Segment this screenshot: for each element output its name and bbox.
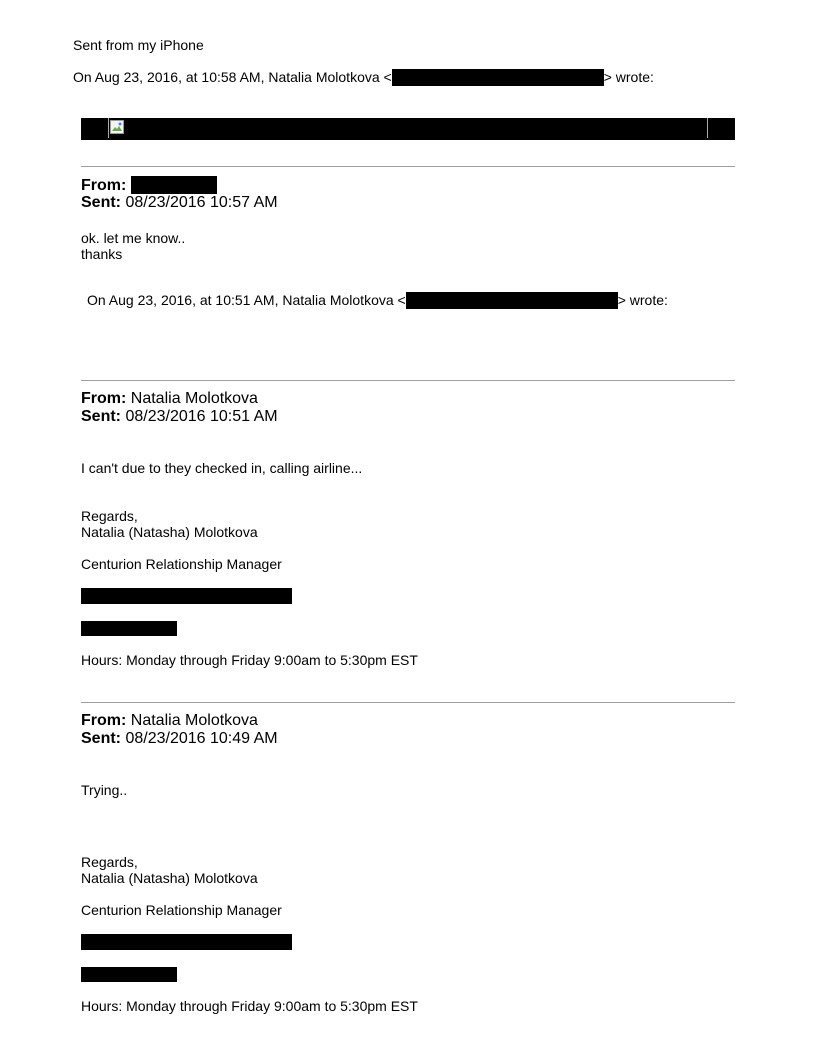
msg1-body-line1: ok. let me know.. bbox=[81, 230, 186, 246]
redacted-phone-line bbox=[81, 967, 177, 982]
broken-image-icon bbox=[110, 120, 124, 134]
redacted-contact-line bbox=[81, 588, 292, 604]
divider bbox=[81, 166, 735, 167]
redacted-sender bbox=[131, 176, 217, 194]
quote-header-prefix: On Aug 23, 2016, at 10:58 AM, Natalia Molotkova < bbox=[73, 69, 392, 85]
msg1-from-line bbox=[81, 176, 217, 195]
quote-header bbox=[73, 69, 654, 86]
redacted-phone-line bbox=[81, 621, 177, 636]
from-value: Natalia Molotkova bbox=[130, 712, 258, 729]
sent-label: Sent: bbox=[81, 730, 121, 747]
sent-from-line: Sent from my iPhone bbox=[73, 37, 204, 53]
quote-header-suffix: > wrote: bbox=[617, 292, 668, 308]
msg1-sent-line bbox=[81, 194, 278, 212]
redacted-contact-line bbox=[81, 934, 292, 950]
from-label: From: bbox=[81, 390, 127, 407]
from-label: From: bbox=[81, 177, 127, 194]
msg1-quote-header bbox=[87, 292, 668, 309]
msg2-body: I can't due to they checked in, calling airline... bbox=[81, 460, 363, 476]
redacted-email bbox=[406, 292, 618, 309]
sent-value: 08/23/2016 10:49 AM bbox=[125, 730, 278, 747]
sent-label: Sent: bbox=[81, 408, 121, 425]
msg2-from-line bbox=[81, 390, 258, 408]
msg3-signature-title: Centurion Relationship Manager bbox=[81, 902, 282, 918]
from-value: Natalia Molotkova bbox=[130, 390, 258, 407]
msg2-hours: Hours: Monday through Friday 9:00am to 5:30pm EST bbox=[81, 652, 418, 668]
msg2-sent-line bbox=[81, 408, 278, 426]
msg3-from-line bbox=[81, 712, 258, 730]
sent-value: 08/23/2016 10:57 AM bbox=[125, 194, 278, 211]
quote-header-prefix: On Aug 23, 2016, at 10:51 AM, Natalia Molotkova < bbox=[87, 292, 406, 308]
msg3-regards: Regards, bbox=[81, 854, 138, 870]
broken-banner-image bbox=[108, 118, 708, 138]
msg2-signature-title: Centurion Relationship Manager bbox=[81, 556, 282, 572]
from-label: From: bbox=[81, 712, 127, 729]
divider bbox=[81, 380, 735, 381]
msg2-signature-name: Natalia (Natasha) Molotkova bbox=[81, 524, 258, 540]
quote-header-suffix: > wrote: bbox=[603, 69, 654, 85]
msg3-signature-name: Natalia (Natasha) Molotkova bbox=[81, 870, 258, 886]
redacted-email bbox=[392, 69, 604, 86]
sent-value: 08/23/2016 10:51 AM bbox=[125, 408, 278, 425]
msg3-sent-line bbox=[81, 730, 278, 748]
divider bbox=[81, 702, 735, 703]
msg3-hours: Hours: Monday through Friday 9:00am to 5:30pm EST bbox=[81, 998, 418, 1014]
msg2-regards: Regards, bbox=[81, 508, 138, 524]
msg1-body-line2: thanks bbox=[81, 246, 123, 262]
msg3-body: Trying.. bbox=[81, 782, 128, 798]
sent-label: Sent: bbox=[81, 194, 121, 211]
